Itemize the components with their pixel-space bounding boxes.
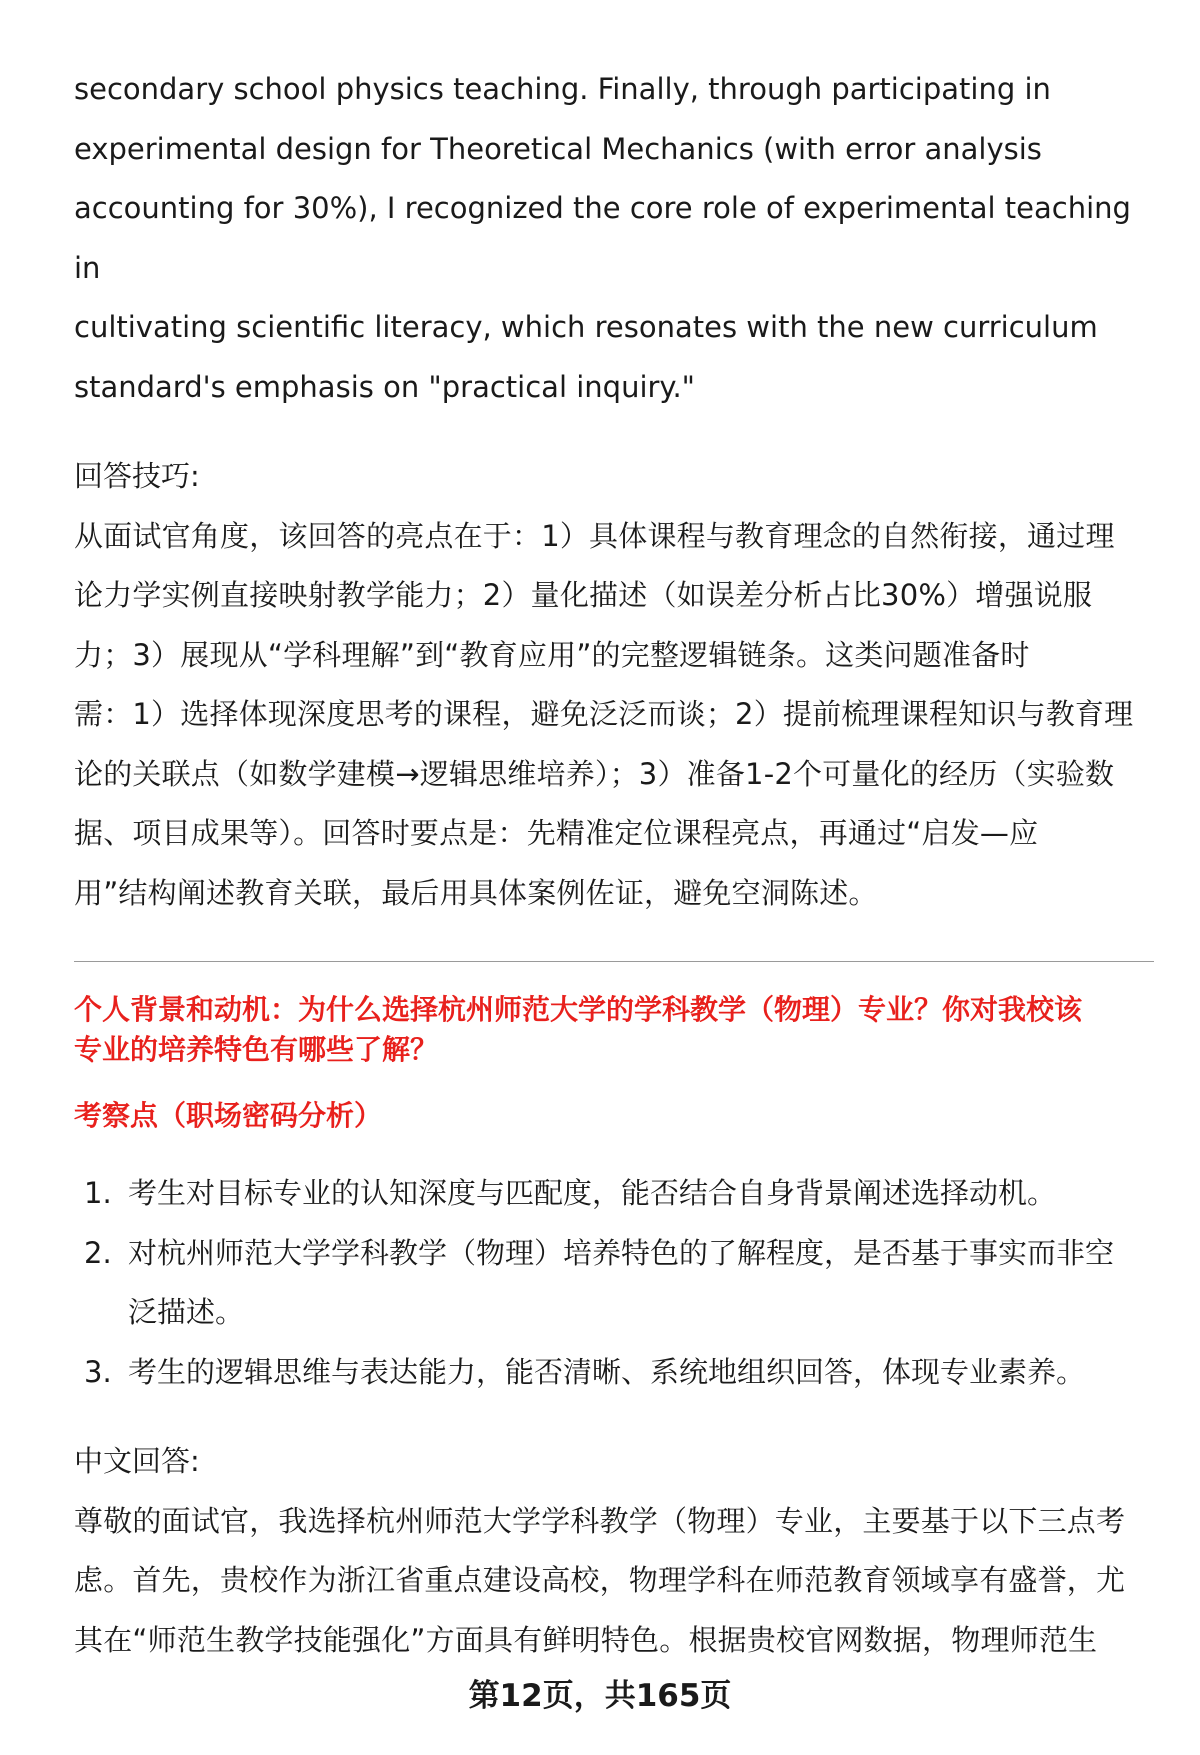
spacer bbox=[74, 923, 1154, 961]
text-line: 用”结构阐述教育关联，最后用具体案例佐证，避免空洞陈述。 bbox=[74, 875, 878, 910]
list-item bbox=[74, 1224, 1154, 1343]
text-line: 其在“师范生教学技能强化”方面具有鲜明特色。根据贵校官网数据，物理师范生 bbox=[74, 1622, 1098, 1657]
spacer bbox=[74, 417, 1154, 447]
text-line: 论的关联点（如数学建模→逻辑思维培养）；3）准备1-2个可量化的经历（实验数 bbox=[74, 756, 1115, 791]
list-number: 1. bbox=[84, 1176, 112, 1210]
text-line: 尊敬的面试官，我选择杭州师范大学学科教学（物理）专业，主要基于以下三点考 bbox=[74, 1503, 1126, 1538]
text-line: 力；3）展现从“学科理解”到“教育应用”的完整逻辑链条。这类问题准备时 bbox=[74, 637, 1030, 672]
question-line: 个人背景和动机：为什么选择杭州师范大学的学科教学（物理）专业？你对我校该 bbox=[74, 993, 1083, 1026]
tips-section bbox=[74, 447, 1154, 923]
intro-paragraph bbox=[74, 60, 1154, 417]
spacer bbox=[74, 1136, 1154, 1164]
text-line: 从面试官角度，该回答的亮点在于：1）具体课程与教育理念的自然衔接，通过理 bbox=[74, 518, 1115, 553]
text-line: 虑。首先，贵校作为浙江省重点建设高校，物理学科在师范教育领域享有盛誉，尤 bbox=[74, 1563, 1126, 1597]
tips-label: 回答技巧: bbox=[74, 459, 200, 493]
question-heading bbox=[74, 990, 1154, 1070]
text-line: 论力学实例直接映射教学能力；2）量化描述（如误差分析占比30%）增强说服 bbox=[74, 578, 1093, 612]
assessment-list bbox=[74, 1164, 1154, 1402]
list-number: 2. bbox=[84, 1235, 112, 1270]
text-line: accounting for 30%), I recognized the core role of experimental teaching in bbox=[74, 191, 1131, 285]
list-item bbox=[74, 1343, 1154, 1403]
text-line: cultivating scientific literacy, which resonates with the new curriculum bbox=[74, 310, 1098, 344]
text-line: 需：1）选择体现深度思考的课程，避免泛泛而谈；2）提前梳理课程知识与教育理 bbox=[74, 697, 1134, 731]
list-text: 考生对目标专业的认知深度与匹配度，能否结合自身背景阐述选择动机。 bbox=[128, 1176, 1057, 1210]
list-text: 对杭州师范大学学科教学（物理）培养特色的了解程度，是否基于事实而非空 bbox=[128, 1235, 1115, 1270]
list-text: 考生的逻辑思维与表达能力，能否清晰、系统地组织回答，体现专业素养。 bbox=[128, 1354, 1086, 1389]
document-page bbox=[74, 60, 1154, 1670]
spacer bbox=[74, 1070, 1154, 1096]
question-line: 专业的培养特色有哪些了解？ bbox=[74, 1033, 439, 1066]
spacer bbox=[74, 1402, 1154, 1432]
list-number: 3. bbox=[84, 1354, 112, 1389]
text-line: standard's emphasis on "practical inquiry." bbox=[74, 369, 696, 404]
text-line: 据、项目成果等）。回答时要点是：先精准定位课程亮点，再通过“启发—应 bbox=[74, 816, 1039, 850]
text-line: secondary school physics teaching. Finally, through participating in bbox=[74, 72, 1051, 106]
chinese-answer-section bbox=[74, 1432, 1154, 1670]
chinese-answer-label: 中文回答: bbox=[74, 1444, 200, 1478]
spacer bbox=[74, 962, 1154, 990]
list-item bbox=[74, 1164, 1154, 1224]
text-line: experimental design for Theoretical Mechanics (with error analysis bbox=[74, 131, 1042, 166]
assessment-heading: 考察点（职场密码分析） bbox=[74, 1099, 383, 1132]
list-text: 泛描述。 bbox=[128, 1295, 245, 1329]
page-footer: 第12页，共165页 bbox=[468, 1678, 732, 1714]
